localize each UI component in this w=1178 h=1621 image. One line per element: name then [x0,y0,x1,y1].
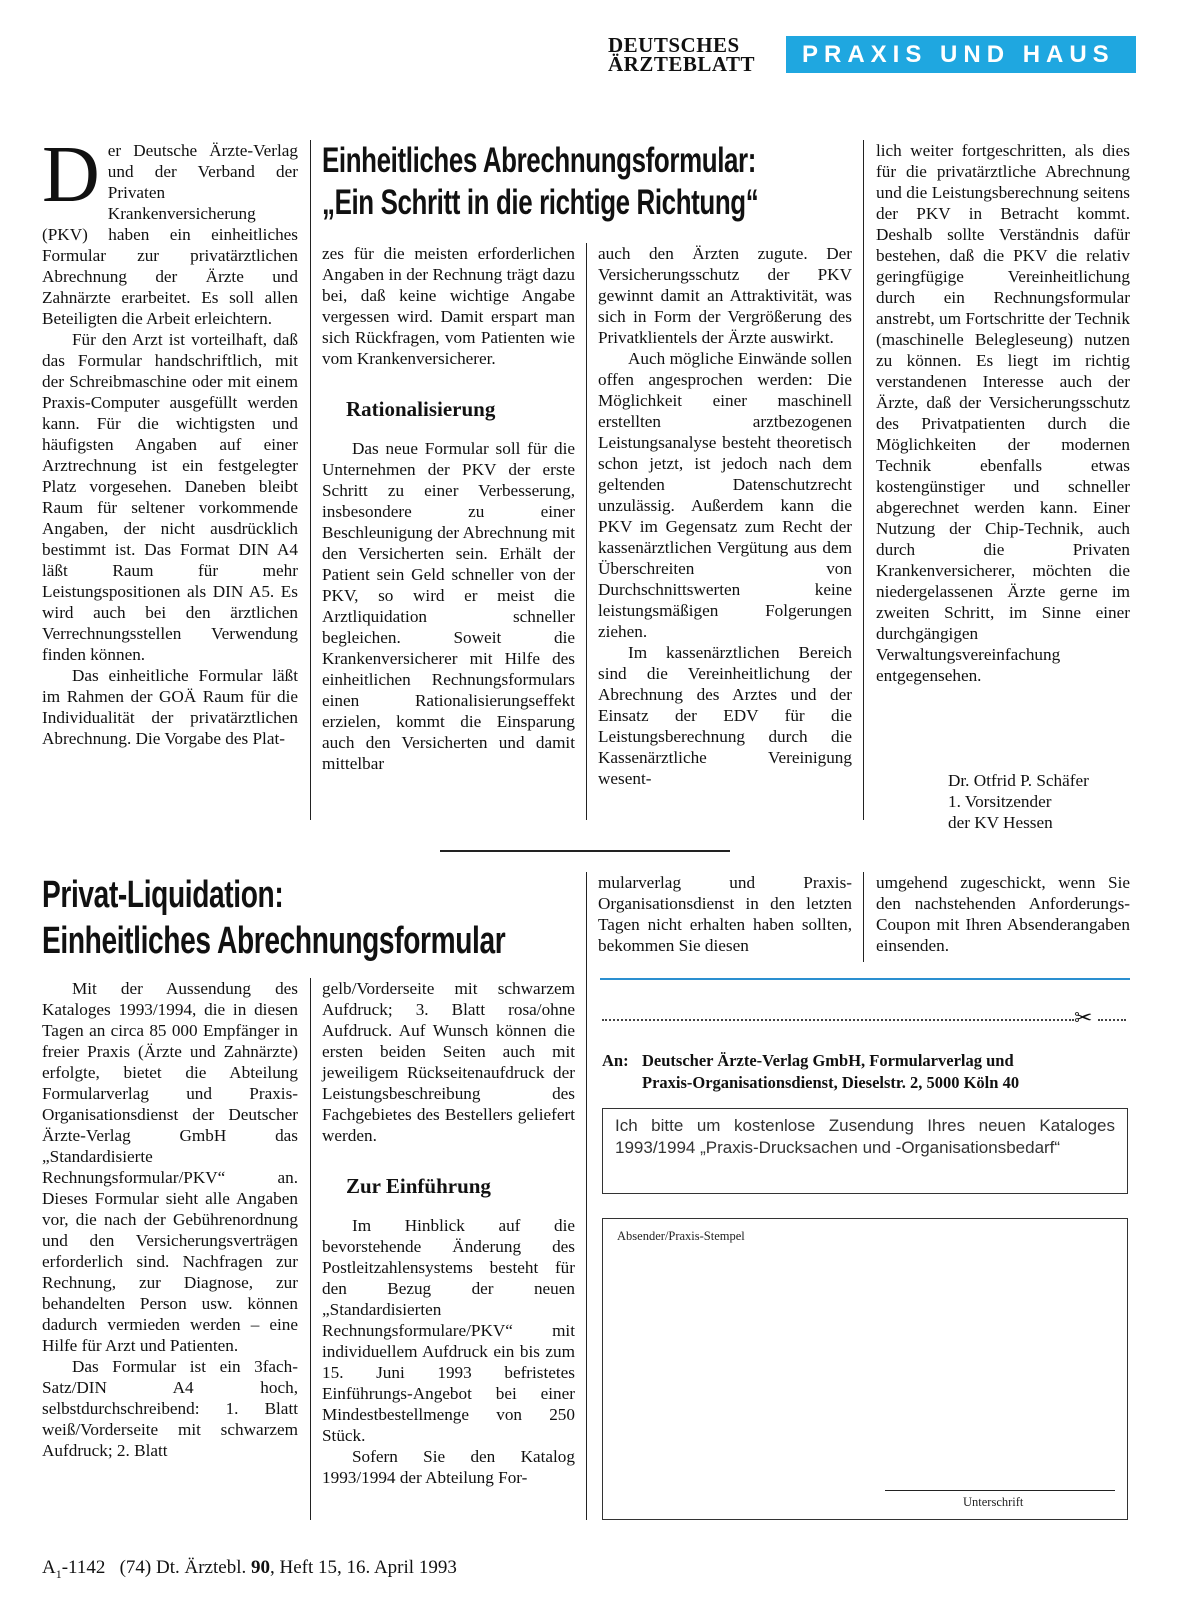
coupon-address [602,1050,1122,1094]
page-footer [42,1557,457,1582]
page-letter: A [42,1557,56,1578]
article2-column-1 [42,978,298,1461]
article1-col1-p2: Für den Arzt ist vorteilhaft, daß das Formular handschriftlich, mit der Schreibmaschine oder mit einem Praxis-Computer ausgefüllt werden kann. Für die wichtigsten und häufigsten Angaben auf einer Arztrechnung ist ein festgelegter Platz vorgesehen. Daneben bleibt Raum für seltener vorkommende Angaben, der nicht ausdrücklich bestimmt ist. Das Format DIN A4 läßt Raum für mehr Leistungspositionen als DIN A5. Es wird auch bei den ärztlichen Verrechnungsstellen Verwendung finden können. [42,330,298,664]
article2-col2-p1: gelb/Vorderseite mit schwarzem Aufdruck; 3. Blatt rosa/ohne Aufdruck. Auf Wunsch können die ersten beiden Seiten auch mit jeweiligem Rückseitenaufdruck der Leistungsbeschreibung des Fachgebietes des Bestellers geliefert werden. [322,979,575,1145]
catalog-request-box[interactable] [602,1108,1128,1194]
article1-col3-p2: Auch mögliche Einwände sollen offen angesprochen werden: Die Möglichkeit einer maschinell erstellten arztbezogenen Leistungsanalyse besteht theoretisch schon jetzt, ist jedoch nach dem geltenden Datenschutzrecht unzulässig. Außerdem kann die PKV im Gegensatz zum Recht der kassenärztlichen Vergütung aus dem Überschreiten von Durchschnittswerten keine leistungsmäßigen Folgerungen ziehen. [598,349,852,641]
drop-cap: D [42,131,100,219]
column-rule [310,140,311,820]
sender-stamp-label: Absender/Praxis-Stempel [617,1229,745,1243]
article2-column-2 [322,978,575,1488]
article1-col4-p1: lich weiter fortgeschritten, als dies für die privatärztliche Abrechnung und die Leistungsberechnung seitens der PKV in Betracht kommt. Deshalb sollte Verständnis dafür bestehen, daß die PKV die relativ geringfügige Vereinheitlichung durch ein Rechnungsformular anstrebt, um Fortschritte der Technik (maschinelle Belegleseung) nutzen zu können. Es liegt im richtig verstandenen Interesse auch der Ärzte, daß der Versicherungsschutz des Privatpatienten durch die Möglichkeiten der modernen Technik ebenfalls etwas kostengünstiger und schneller abgerechnet werden kann. Einer Nutzung der Chip-Technik, auch durch die Privaten Krankenversicherer, möchten die niedergelassenen Ärzte gerne im zweiten Schritt, im Sinne einer durchgängigen Verwaltungsvereinfachung entgegensehen. [876,141,1130,685]
logo-line-2: ÄRZTEBLATT [608,52,755,76]
article2-col2-p2: Im Hinblick auf die bevorstehende Änderung des Postleitzahlensystems besteht für den Bezug der neuen „Standardisierten Rechnungsformulare/PKV“ mit individuellem Aufdruck ein bis zum 15. Juni 1993 befristetes Einführungs-Angebot bei einer Mindestbestellmenge von 250 Stück. [322,1216,575,1445]
citation-suffix: , Heft 15, 16. April 1993 [270,1557,457,1578]
article1-col1-p3: Das einheitliche Formular läßt im Rahmen der GOÄ Raum für die Individualität der privatärztlichen Abrechnung. Die Vorgabe des Plat- [42,666,298,748]
scissors-icon: ✂ [1074,1005,1093,1030]
cut-line [602,1019,1074,1021]
coupon-top-rule [600,978,1130,980]
author-signature [948,770,1089,833]
citation-volume: 90 [251,1557,270,1578]
article2-title-line-1: Privat-Liquidation: [42,874,284,916]
column-rule [586,243,587,820]
column-rule [863,140,864,820]
article1-column-2 [322,243,575,774]
column-rule [863,872,864,962]
article2-subheading: Zur Einführung [346,1174,491,1198]
article2-column-3 [598,872,852,956]
coupon-to-label: An: [602,1051,629,1070]
column-rule [586,872,587,1520]
article2-col3-p1: mularverlag und Praxis-Organisationsdienst in den letzten Tagen nicht erhalten haben sollten, bekommen Sie diesen [598,873,852,955]
catalog-request-text: Ich bitte um kostenlose Zusendung Ihres neuen Kataloges 1993/1994 „Praxis-Drucksachen und -Organisationsbedarf“ [615,1116,1115,1157]
sender-stamp-field[interactable] [602,1218,1128,1520]
article1-col1-p1: er Deutsche Ärzte-Verlag und der Verband der Privaten Krankenversicherung (PKV) haben ein einheitliches Formular zur privatärztlichen Abrechnung der Ärzte und Zahnärzte erarbeitet. Es soll allen Beteiligten die Arbeit erleichtern. [42,141,298,328]
article2-column-4 [876,872,1130,956]
article1-col2-p1: zes für die meisten erforderlichen Angaben in der Rechnung trägt dazu bei, daß keine wichtige Angabe vergessen wird. Damit erspart man sich Rückfragen, vom Patienten wie vom Krankenversicherer. [322,244,575,368]
coupon-address-line-2: Praxis-Organisationsdienst, Dieselstr. 2, 5000 Köln 40 [642,1073,1020,1092]
section-banner: PRAXIS UND HAUS [786,36,1136,73]
article1-column-4 [876,140,1130,686]
column-rule [310,978,311,1520]
article1-title-line-2: „Ein Schritt in die richtige Richtung“ [322,183,759,222]
article1-col3-p1: auch den Ärzten zugute. Der Versicherungsschutz der PKV gewinnt damit an Attraktivität, was sich in Form der Vergrößerung des Privatklientels der Ärzte auswirkt. [598,244,852,347]
article2-col2-p3: Sofern Sie den Katalog 1993/1994 der Abteilung For- [322,1447,575,1487]
article1-column-3 [598,243,852,789]
article1-column-1 [42,131,298,749]
cut-line [1098,1019,1126,1021]
article2-col1-p2: Das Formular ist ein 3fach-Satz/DIN A4 hoch, selbstdurchschreibend: 1. Blatt weiß/Vorderseite mit schwarzem Aufdruck; 2. Blatt [42,1357,298,1460]
article-separator [440,850,730,852]
article2-title [42,872,505,964]
article2-col1-p1: Mit der Aussendung des Kataloges 1993/1994, die in diesen Tagen an circa 85 000 Empfänger in freier Praxis (Ärzte und Zahnärzte) erfolgte, bietet die Abteilung Formularverlag und Praxis-Organisationsdienst der Deutscher Ärzte-Verlag GmbH das „Standardisierte Rechnungsformular/PKV“ an. Dieses Formular sieht alle Angaben vor, die nach der Gebührenordnung und den Versicherungsverträgen erforderlich sind. Nachfragen zur Rechnung, zur Diagnose, zur behandelten Person usw. können dadurch vermieden werden – eine Hilfe für Arzt und Patienten. [42,979,298,1355]
article2-col4-p1: umgehend zugeschickt, wenn Sie den nachstehenden Anforderungs-Coupon mit Ihren Absenderangaben einsenden. [876,873,1130,955]
article1-col3-p3: Im kassenärztlichen Bereich sind die Vereinheitlichung der Abrechnung des Arztes und der Einsatz der EDV für die Leistungsberechnung durch die Kassenärztliche Vereinigung wesent- [598,643,852,788]
article1-title [322,140,758,224]
journal-logo [608,33,755,76]
coupon-address-line-1: Deutscher Ärzte-Verlag GmbH, Formularverlag und [642,1051,1014,1070]
page-subscript: 1 [55,1566,62,1581]
logo-line-1: DEUTSCHES [608,33,740,57]
signature-label: Unterschrift [963,1495,1024,1509]
author-org: der KV Hessen [948,813,1053,832]
article2-title-line-2: Einheitliches Abrechnungsformular [42,920,506,962]
author-role: 1. Vorsitzender [948,792,1052,811]
article1-title-line-1: Einheitliches Abrechnungsformular: [322,141,757,180]
author-name: Dr. Otfrid P. Schäfer [948,771,1089,790]
page-number: -1142 [61,1557,106,1578]
signature-line [885,1490,1115,1491]
article1-subheading: Rationalisierung [346,397,496,421]
article1-col2-p2: Das neue Formular soll für die Unternehmen der PKV der erste Schritt zu einer Verbesserung, insbesondere zu einer Beschleunigung der Abrechnung mit den Versicherten sein. Erhält der Patient sein Geld schneller von der PKV, so wird er meist die Arztliquidation schneller begleichen. Soweit die Krankenversicherer mit Hilfe des einheitlichen Rechnungsformulars einen Rationalisierungseffekt erzielen, kommt die Einsparung auch den Versicherten und damit mittelbar [322,439,575,773]
citation-prefix: (74) Dt. Ärztebl. [119,1557,247,1578]
